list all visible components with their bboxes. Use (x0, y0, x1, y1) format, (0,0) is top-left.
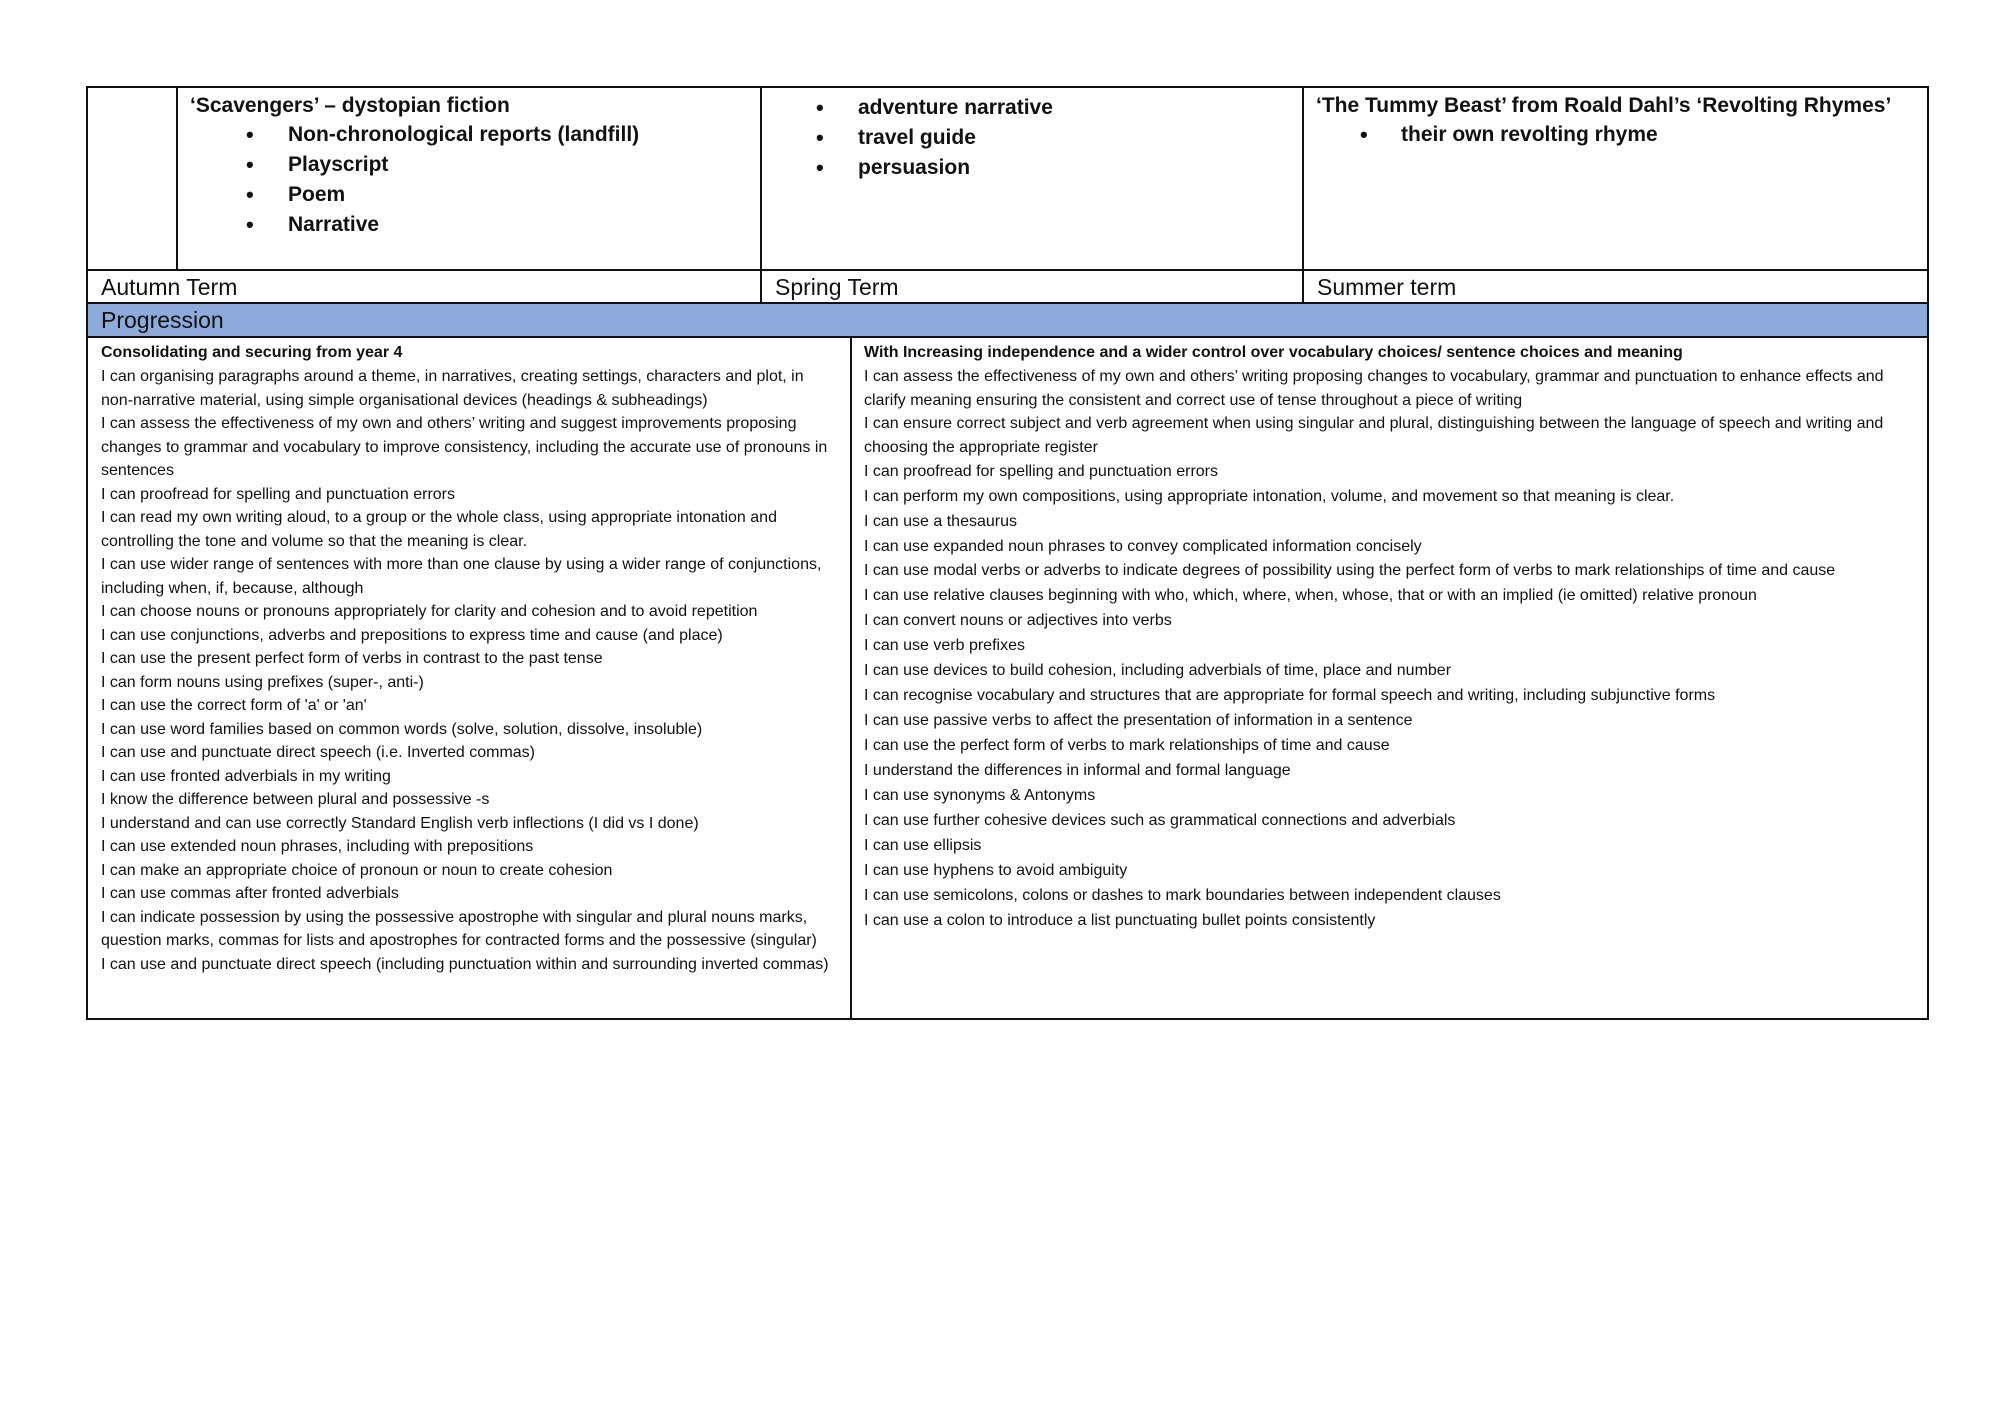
statement-item: I can assess the effectiveness of my own and others’ writing and suggest improvements proposing changes to grammar and vocabulary to improve consistency, including the accurate use of pronouns in sentences (101, 415, 828, 479)
statement-item: I can use expanded noun phrases to convey complicated information concisely (864, 538, 1422, 555)
term-autumn: Autumn Term (101, 274, 238, 300)
statement-item: I can assess the effectiveness of my own and others’ writing proposing changes to vocabulary, grammar and punctuation to enhance effects and clarify meaning ensuring the consistent and correct use of tense throughout a piece of writing (864, 368, 1884, 409)
statement-item: I can use a thesaurus (864, 513, 1017, 530)
statement-item: I understand the differences in informal and formal language (864, 761, 1291, 779)
statement-item: I can indicate possession by using the possessive apostrophe with singular and plural nouns marks, question marks, commas for lists and apostrophes for contracted forms and the possessive (singular) (101, 908, 817, 949)
left-statement-list (101, 365, 840, 976)
statement-item: I can use commas after fronted adverbials (101, 885, 399, 902)
autumn-unit-item: • Narrative (190, 210, 750, 240)
autumn-unit-item: • Non-chronological reports (landfill) (190, 120, 750, 150)
statement-item: I can use synonyms & Antonyms (864, 786, 1096, 804)
statement-item: I can use wider range of sentences with more than one clause by using a wider range of conjunctions, including when, if, because, although (101, 556, 822, 597)
term-summer: Summer term (1317, 274, 1457, 300)
statement-item: I can use relative clauses beginning with who, which, where, when, whose, that or with an implied (ie omitted) relative pronoun (864, 586, 1757, 604)
statement-item: I can use and punctuate direct speech (including punctuation within and surrounding inverted commas) (101, 955, 829, 973)
statement-item: I can use the perfect form of verbs to mark relationships of time and cause (864, 736, 1390, 754)
statement-item: I can choose nouns or pronouns appropriately for clarity and cohesion and to avoid repetition (101, 603, 758, 620)
units-table (86, 86, 1929, 304)
progression-table (86, 337, 1929, 1020)
column-divider (176, 88, 178, 269)
spring-unit-item: • adventure narrative (760, 93, 1292, 123)
spring-unit-item: • travel guide (760, 123, 1292, 153)
autumn-unit-cell (190, 91, 750, 240)
column-divider (1302, 88, 1304, 269)
statement-item: I can use word families based on common words (solve, solution, dissolve, insoluble) (101, 720, 703, 738)
left-column-heading: Consolidating and securing from year 4 (101, 344, 403, 361)
statement-item: I can use further cohesive devices such as grammatical connections and adverbials (864, 811, 1456, 829)
statement-item: I can read my own writing aloud, to a group or the whole class, using appropriate intonation and controlling the tone and volume so that the meaning is clear. (101, 509, 777, 550)
statement-item: I can use ellipsis (864, 836, 982, 854)
statement-item: I can use a colon to introduce a list punctuating bullet points consistently (864, 911, 1376, 929)
autumn-unit-item: • Playscript (190, 150, 750, 180)
autumn-unit-list (190, 120, 750, 240)
statement-item: I know the difference between plural and possessive -s (101, 791, 490, 808)
progression-left-column (88, 337, 850, 1018)
statement-item: I can use the correct form of 'a' or 'an' (101, 697, 367, 714)
right-column-heading: With Increasing independence and a wider control over vocabulary choices/ sentence choices and meaning (864, 344, 1683, 361)
progression-header: Progression (86, 304, 1929, 338)
statement-item: I can make an appropriate choice of pronoun or noun to create cohesion (101, 861, 613, 879)
autumn-unit-item: • Poem (190, 180, 750, 210)
statement-item: I can use verb prefixes (864, 636, 1025, 654)
summer-unit-list (1316, 120, 1926, 150)
term-spring: Spring Term (775, 274, 899, 300)
statement-item: I can use semicolons, colons or dashes to mark boundaries between independent clauses (864, 886, 1501, 904)
statement-item: I can perform my own compositions, using appropriate intonation, volume, and movement so that meaning is clear. (864, 488, 1675, 505)
right-statement-list (864, 365, 1915, 933)
statement-item: I can use modal verbs or adverbs to indicate degrees of possibility using the perfect form of verbs to mark relationships of time and cause (864, 562, 1836, 579)
progression-right-column (850, 337, 1927, 1018)
statement-item: I can form nouns using prefixes (super-, anti-) (101, 673, 424, 691)
statement-item: I can use the present perfect form of verbs in contrast to the past tense (101, 650, 603, 667)
statement-item: I can convert nouns or adjectives into verbs (864, 611, 1172, 629)
statement-item: I can ensure correct subject and verb agreement when using singular and plural, distinguishing between the language of speech and writing and choosing the appropriate register (864, 415, 1884, 456)
statement-item: I can organising paragraphs around a theme, in narratives, creating settings, characters and plot, in non-narrative material, using simple organisational devices (headings & subheadings) (101, 368, 804, 409)
statement-item: I can recognise vocabulary and structures that are appropriate for formal speech and writing, including subjunctive forms (864, 686, 1716, 704)
summer-unit-cell (1316, 91, 1926, 150)
statement-item: I can use conjunctions, adverbs and prepositions to express time and cause (and place) (101, 626, 723, 644)
units-row (88, 88, 1927, 271)
spring-unit-list (760, 93, 1292, 183)
summer-unit-title: ‘The Tummy Beast’ from Roald Dahl’s ‘Revolting Rhymes’ (1316, 94, 1892, 117)
statement-item: I can use and punctuate direct speech (i.e. Inverted commas) (101, 744, 536, 761)
terms-row (88, 271, 1927, 304)
statement-item: I can use passive verbs to affect the presentation of information in a sentence (864, 711, 1413, 729)
summer-unit-item: • their own revolting rhyme (1316, 120, 1926, 150)
statement-item: I can proofread for spelling and punctuation errors (101, 485, 455, 503)
statement-item: I can use extended noun phrases, including with prepositions (101, 838, 534, 855)
statement-item: I can use devices to build cohesion, including adverbials of time, place and number (864, 661, 1452, 679)
autumn-unit-title: ‘Scavengers’ – dystopian fiction (190, 94, 510, 117)
spring-unit-item: • persuasion (760, 153, 1292, 183)
statement-item: I understand and can use correctly Standard English verb inflections (I did vs I done) (101, 814, 699, 832)
statement-item: I can proofread for spelling and punctuation errors (864, 463, 1218, 480)
spring-unit-cell (762, 93, 1292, 183)
statement-item: I can use hyphens to avoid ambiguity (864, 861, 1128, 879)
statement-item: I can use fronted adverbials in my writing (101, 767, 391, 785)
